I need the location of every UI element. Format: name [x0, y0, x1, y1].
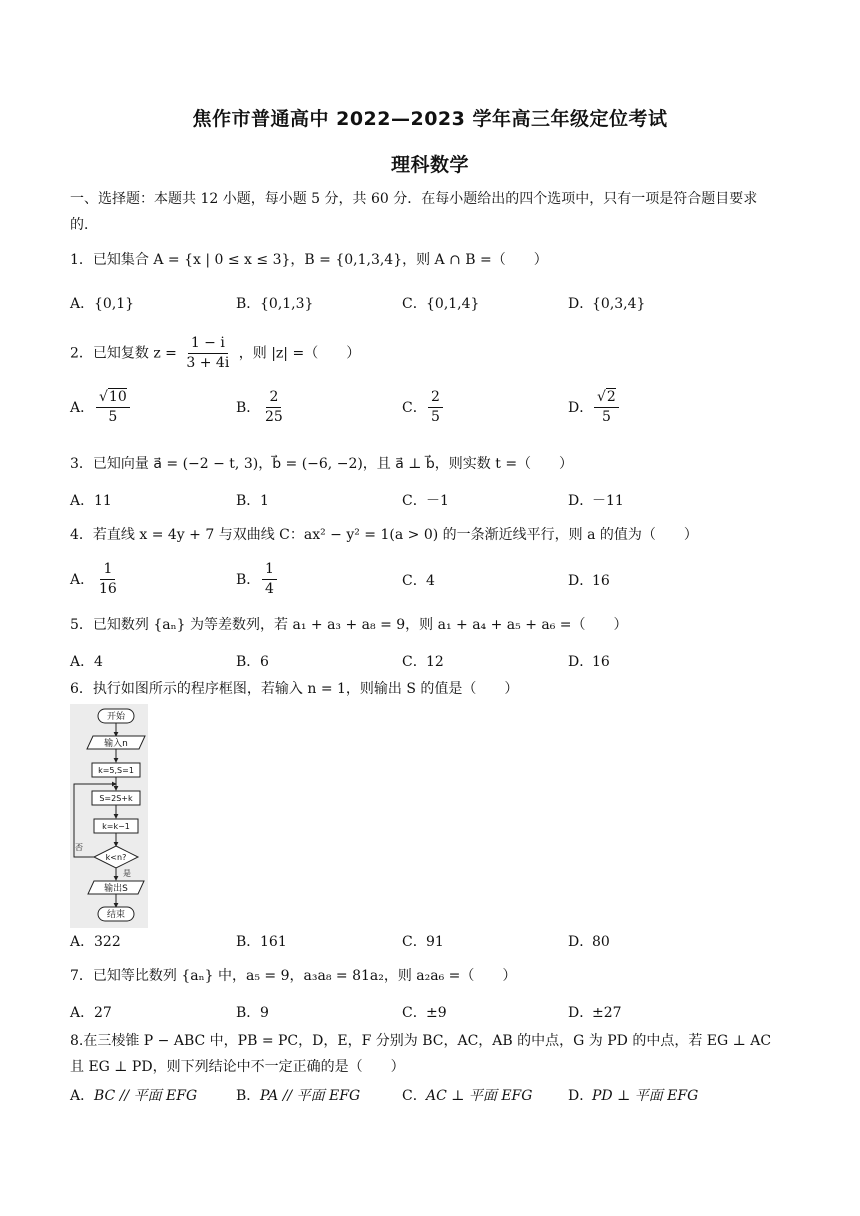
- option-b: B．PA // 平面 EFG: [236, 1088, 361, 1104]
- option-b: B．6: [236, 654, 269, 670]
- option-b: B．1: [236, 493, 269, 509]
- question-3-stem: 3．已知向量 a⃗ = (−2 − t, 3)，b⃗ = (−6, −2)，且 a⃗ ⊥ b⃗，则实数 t =（ ）: [70, 456, 574, 472]
- exam-subtitle: 理科数学: [390, 154, 469, 176]
- option-c: C．±9: [402, 1005, 447, 1021]
- option-a: A．27: [70, 1005, 112, 1021]
- option-b: B． $\frac{2}{25}$: [236, 389, 283, 425]
- section-intro-line2: 的．: [70, 217, 98, 233]
- option-d: D．－11: [568, 493, 624, 509]
- option-d: D． $\frac{√2}{5}$: [568, 388, 621, 427]
- flowchart-no-label: 否: [75, 843, 83, 852]
- option-d: D．PD ⊥ 平面 EFG: [568, 1088, 699, 1104]
- question-8-stem-line2: 且 EG ⊥ PD，则下列结论中不一定正确的是（ ）: [70, 1059, 405, 1075]
- option-c: C．{0,1,4}: [402, 296, 480, 312]
- question-2-stem: 2．已知复数 z = $\frac{1 - i}{3 + 4i}$ ，则 |z| =（ ）: [70, 335, 361, 371]
- question-1-stem: 1．已知集合 A = {x | 0 ≤ x ≤ 3}，B = {0,1,3,4}，则 A ∩ B =（ ）: [70, 252, 548, 268]
- question-2-options: [70, 388, 790, 428]
- option-a: A．{0,1}: [70, 296, 135, 312]
- option-d: D．16: [568, 573, 610, 589]
- exam-title: 焦作市普通高中 2022—2023 学年高三年级定位考试: [192, 108, 668, 130]
- option-d: D．{0,3,4}: [568, 296, 646, 312]
- option-d: D．80: [568, 934, 610, 950]
- question-1-options: [70, 293, 790, 333]
- flowchart-condition-label: k<n?: [105, 853, 127, 862]
- flowchart-step1-label: S=2S+k: [99, 794, 133, 803]
- program-flowchart: [70, 704, 148, 928]
- option-c: C．－1: [402, 493, 449, 509]
- flowchart-end-label: 结束: [106, 910, 126, 920]
- question-8-options: [70, 1085, 790, 1125]
- flowchart-yes-label: 是: [123, 869, 131, 878]
- option-a: A．4: [70, 654, 103, 670]
- flowchart-start-label: 开始: [106, 712, 126, 722]
- option-c: C．4: [402, 573, 435, 589]
- question-8-stem-line1: 8.在三棱锥 P − ABC 中，PB = PC，D，E，F 分别为 BC，AC，AB 的中点，G 为 PD 的中点，若 EG ⊥ AC: [70, 1033, 772, 1049]
- question-4-stem: 4．若直线 x = 4y + 7 与双曲线 C：ax² − y² = 1(a > 0) 的一条渐近线平行，则 a 的值为（ ）: [70, 527, 698, 543]
- question-7-stem: 7．已知等比数列 {aₙ} 中，a₅ = 9，a₃a₈ = 81a₂，则 a₂a₆ =（ ）: [70, 968, 517, 984]
- flowchart-init-label: k=5,S=1: [98, 766, 134, 775]
- option-c: C．91: [402, 934, 444, 950]
- fraction: $\frac{1 - i}{3 + 4i}$: [186, 335, 230, 371]
- option-b: B．{0,1,3}: [236, 296, 314, 312]
- option-a: A．11: [70, 493, 112, 509]
- option-d: D．16: [568, 654, 610, 670]
- question-4-options: [70, 560, 790, 600]
- flowchart-output-label: 输出S: [104, 884, 128, 894]
- option-a: A． $\frac{√10}{5}$: [70, 388, 132, 427]
- flowchart-input-label: 输入n: [104, 739, 128, 749]
- option-b: B．161: [236, 934, 287, 950]
- option-b: B．9: [236, 1005, 269, 1021]
- option-a: A．322: [70, 934, 121, 950]
- option-d: D．±27: [568, 1005, 622, 1021]
- question-6-stem: 6．执行如图所示的程序框图，若输入 n = 1，则输出 S 的值是（ ）: [70, 681, 519, 697]
- question-5-stem: 5．已知数列 {aₙ} 为等差数列，若 a₁ + a₃ + a₈ = 9，则 a₁ + a₄ + a₅ + a₆ =（ ）: [70, 617, 628, 633]
- option-c: C． $\frac{2}{5}$: [402, 388, 445, 427]
- option-a: A． $\frac{1}{16}$: [70, 561, 117, 597]
- option-c: C．12: [402, 654, 444, 670]
- option-c: C．AC ⊥ 平面 EFG: [402, 1088, 533, 1104]
- option-b: B． $\frac{1}{4}$: [236, 560, 279, 599]
- section-intro-line1: 一、选择题：本题共 12 小题，每小题 5 分，共 60 分．在每小题给出的四个选项中，只有一项是符合题目要求: [70, 191, 758, 207]
- option-a: A．BC // 平面 EFG: [70, 1088, 198, 1104]
- flowchart-step2-label: k=k−1: [102, 822, 130, 831]
